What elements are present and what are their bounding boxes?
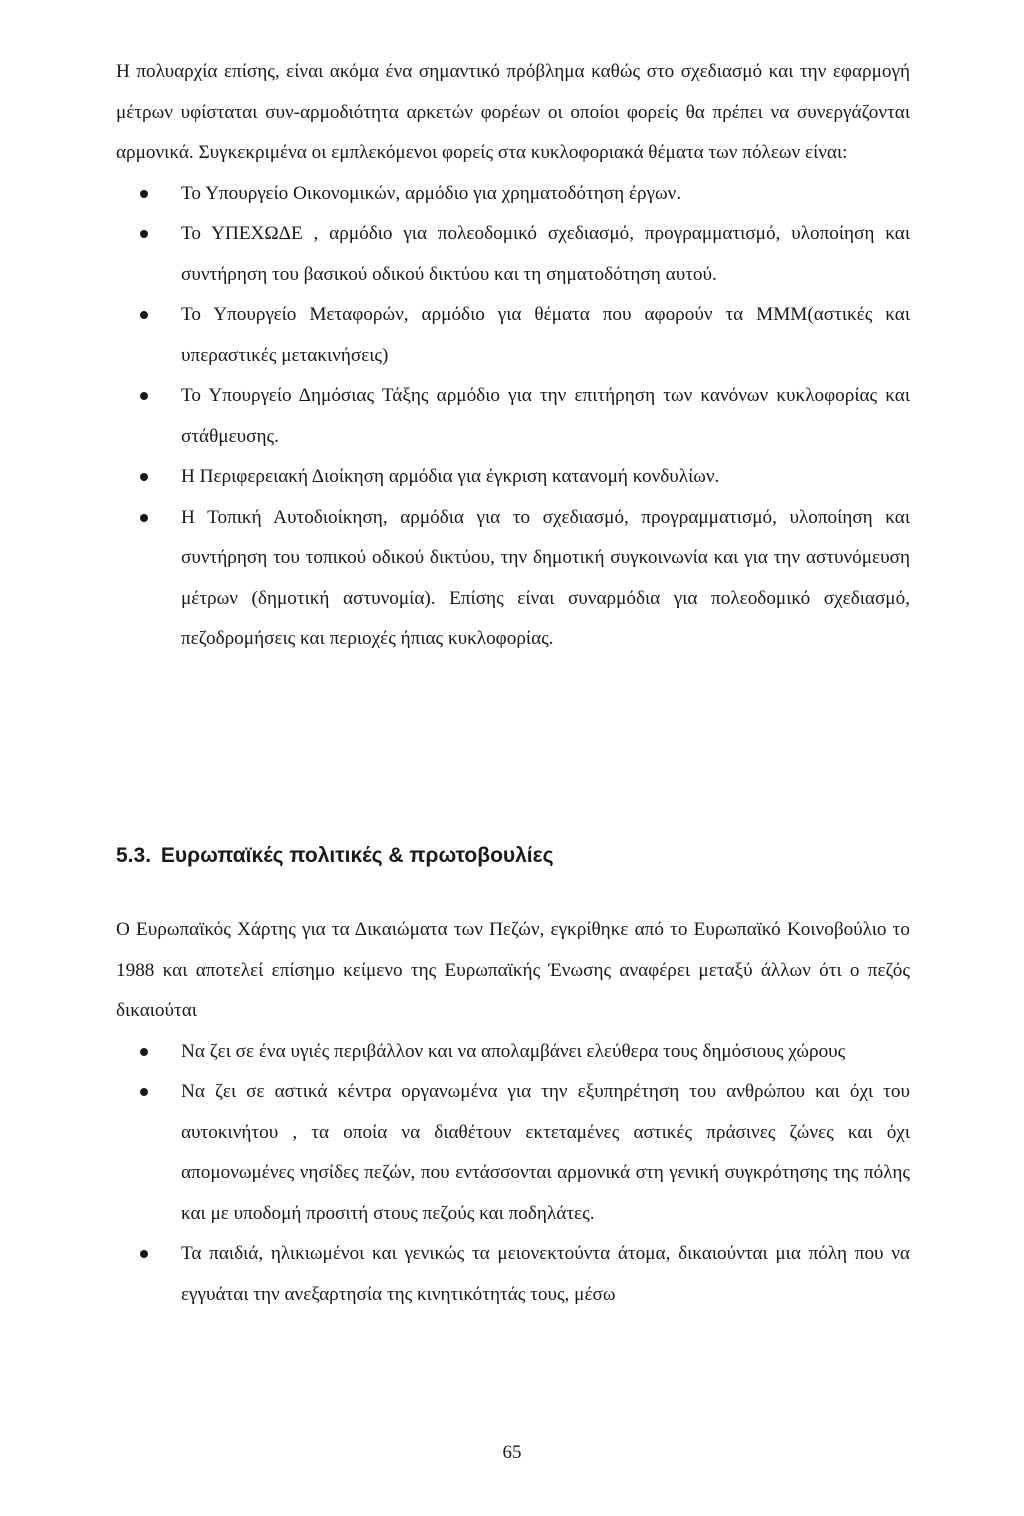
agencies-list [116, 174, 910, 660]
list-item: Τα παιδιά, ηλικιωμένοι και γενικώς τα μειονεκτούντα άτομα, δικαιούνται μια πόλη που να εγγυάται την ανεξαρτησία της κινητικότητάς τους, μέσω [116, 1234, 910, 1315]
list-item: Το Υπουργείο Μεταφορών, αρμόδιο για θέματα που αφορούν τα ΜΜΜ(αστικές και υπεραστικές μετακινήσεις) [116, 295, 910, 376]
section-title: Ευρωπαϊκές πολιτικές & πρωτοβουλίες [160, 844, 554, 867]
list-item: Το ΥΠΕΧΩΔΕ , αρμόδιο για πολεοδομικό σχεδιασμό, προγραμματισμό, υλοποίηση και συντήρηση του βασικού οδικού δικτύου και τη σηματοδότηση αυτού. [116, 214, 910, 295]
list-item: Η Περιφερειακή Διοίκηση αρμόδια για έγκριση κατανομή κονδυλίων. [116, 457, 910, 498]
charter-paragraph: Ο Ευρωπαϊκός Χάρτης για τα Δικαιώματα των Πεζών, εγκρίθηκε από το Ευρωπαϊκό Κοινοβούλιο το 1988 και αποτελεί επίσημο κείμενο της Ευρωπαϊκής Ένωσης αναφέρει μεταξύ άλλων ότι ο πεζός δικαιούται [116, 919, 910, 1021]
page-number: 65 [502, 1442, 522, 1463]
intro-paragraph: Η πολυαρχία επίσης, είναι ακόμα ένα σημαντικό πρόβλημα καθώς στο σχεδιασμό και την εφαρμογή μέτρων υφίσταται συν-αρμοδιότητα αρκετών φορέων οι οποίοι φορείς θα πρέπει να συνεργάζονται αρμονικά. Συγκεκριμένα οι εμπλεκόμενοι φορείς στα κυκλοφοριακά θέματα των πόλεων είναι: [116, 61, 910, 163]
list-item: Το Υπουργείο Δημόσιας Τάξης αρμόδιο για την επιτήρηση των κανόνων κυκλοφορίας και στάθμευσης. [116, 376, 910, 457]
list-item: Το Υπουργείο Οικονομικών, αρμόδιο για χρηματοδότηση έργων. [116, 174, 910, 215]
section-body [116, 910, 910, 1315]
section-heading [116, 844, 554, 868]
list-item: Να ζει σε αστικά κέντρα οργανωμένα για την εξυπηρέτηση του ανθρώπου και όχι του αυτοκινήτου , τα οποία να διαθέτουν εκτεταμένες αστικές πράσινες ζώνες και όχι απομονωμένες νησίδες πεζών, που εντάσσονται αρμονικά στη γενική συγκρότησης της πόλης και με υποδομή προσιτή στους πεζούς και ποδηλάτες. [116, 1072, 910, 1234]
list-item: Η Τοπική Αυτοδιοίκηση, αρμόδια για το σχεδιασμό, προγραμματισμό, υλοποίηση και συντήρηση του τοπικού οδικού δικτύου, την δημοτική συγκοινωνία και για την αστυνόμευση μέτρων (δημοτική αστυνομία). Επίσης είναι συναρμόδια για πολεοδομικό σχεδιασμό, πεζοδρομήσεις και περιοχές ήπιας κυκλοφορίας. [116, 498, 910, 660]
list-item: Να ζει σε ένα υγιές περιβάλλον και να απολαμβάνει ελεύθερα τους δημόσιους χώρους [116, 1032, 910, 1073]
rights-list [116, 1032, 910, 1316]
section-number: 5.3. [116, 844, 152, 867]
document-page [116, 52, 910, 1305]
